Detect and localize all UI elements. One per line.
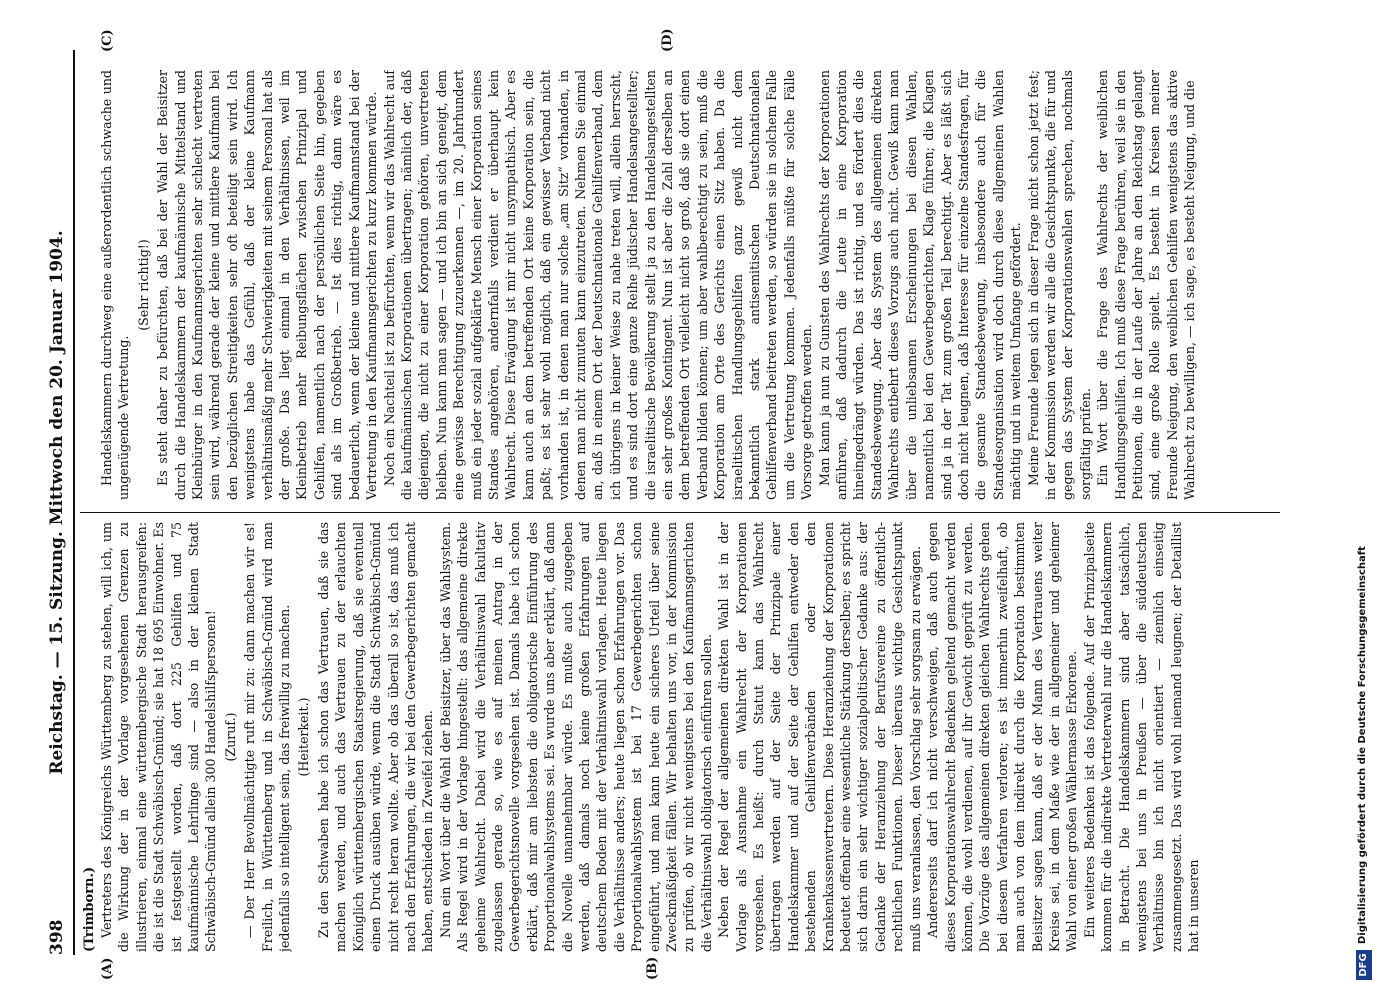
paragraph: Neben der Regel der allgemeinen direkten Wahl ist in der Vorlage als Ausnahme ein Wahlrecht der Korporationen vorgesehen. Es heißt: durch Statut kann das Wahlrecht übertragen werden auf der Seite der Prinzipale einer Handelskammer und auf der Seite der Gehilfen entweder den bestehenden Gehilfenverbänden oder den Krankenkassenvertretern. Diese Heranziehung der Korporationen bedeutet offenbar eine wesentliche Stärkung derselben; es spricht sich darin ein sehr wichtiger sozialpolitischer Gedanke aus: der Gedanke der Heranziehung der Berufsvereine zu öffentlich-rechtlichen Funktionen. Dieser überaus wichtige Gesichtspunkt muß uns veranlassen, den Vorschlag sehr sorgsam zu erwägen. — [716, 522, 923, 952]
page-number: 398 — [47, 919, 67, 955]
interjection: (Heiterkeit.) — [296, 697, 312, 777]
interjection: (Zuruf.) — [222, 712, 238, 762]
paragraph: Zu den Schwaben habe ich schon das Vertrauen, daß sie das machen werden, und auch das Vertrauen zu der erlauchten Königlich württembergischen Staatsregierung, daß sie eventuell einen Druck ausüben würde, wenn die Stadt Schwäbisch-Gmünd nicht recht heran wollte. Aber ob das überall so ist, das muß ich nach den Erfahrungen, die wir bei den Gewerbegerichten gemacht haben, entschieden in Zweifel ziehen. — [315, 522, 436, 952]
page-header — [45, 50, 75, 955]
dfg-logo: DFG — [1356, 950, 1372, 980]
paragraph: Handelskammern durchweg eine außerordentlich schwache und ungenügende Vertretung. — [99, 70, 132, 500]
paragraph: Ein weiteres Bedenken ist das folgende. Auf der Prinzipalseite kommen für die indirekte Vertreterwahl nur die Handelskammern in Betracht. Die Handelskammern sind aber tatsächlich, wenigstens bei uns in Preußen — über die süddeutschen Verhältnisse bin ich nicht orientiert — ziemlich einseitig zusammengesetzt. Das wird wohl niemand leugnen; der Detaillist hat in unseren — [1081, 522, 1202, 952]
paragraph: Vertreters des Königreichs Württemberg zu stehen, will ich, um die Wirkung der in der Vorlage vorgesehenen Grenzen zu illustrieren, einmal eine württembergische Stadt herausgreifen: die ist die Stadt Schwäbisch-Gmünd; sie hat 18 695 Einwohner. Es ist festgestellt worden, daß dort 225 Gehilfen und 75 kaufmännische Lehrlinge sind — also in der kleinen Stadt Schwäbisch-Gmünd allein 300 Handelshilfspersonen! — [99, 522, 219, 952]
paragraph: Es steht daher zu befürchten, daß bei der Wahl der Beisitzer durch die Handelskammern der kaufmännische Mittelstand und Kleinbürger in den Kaufmannsgerichten sehr schlecht vertreten sein wird, während gerade der kleine und mittlere Kaufmann bei den bezüglichen Streitigkeiten sehr oft beteiligt sein wird. Ich wenigstens habe das Gefühl, daß der kleine Kaufmann verhältnismäßig mehr Schwierigkeiten mit seinem Personal hat als der große. Das liegt einmal in den Verhältnissen, weil im Kleinbetrieb mehr Reibungsflächen zwischen Prinzipal und Gehilfen, namentlich nach der persönlichen Seite hin, gegeben sind als im Großbetrieb. — Ist dies richtig, dann wäre es bedauerlich, wenn der kleine und mittlere Kaufmannstand bei der Vertretung in den Kaufmannsgerichten zu kurz kommen würde. — [155, 70, 380, 500]
digitization-credit — [1350, 10, 1380, 990]
speaker-label: (Trimborn.) — [82, 866, 97, 952]
left-text-column — [98, 522, 1278, 952]
interjection: (Sehr richtig!) — [135, 239, 151, 331]
margin-mark-c: (C) — [100, 29, 115, 52]
margin-mark-b: (B) — [645, 956, 660, 980]
page-title: Reichstag. — 15. Sitzung. Mittwoch den 20. Januar 1904. — [47, 230, 67, 775]
paragraph: — Der Herr Bevollmächtigte ruft mir zu: dann machen wir es! Freilich, in Württemberg und in Schwäbisch-Gmünd wird man jedenfalls so intelligent sein, das freiwillig zu machen. — [242, 522, 293, 952]
right-text-column — [98, 70, 1278, 500]
paragraph: Nun ein Wort über die Wahl der Beisitzer, über das Wahlsystem. Als Regel wird in der Vorlage hingestellt: das allgemeine direkte geheime Wahlrecht. Dabei wird die Verhältniswahl fakultativ zugelassen gerade so, wie es auf meinen Antrag in der Gewerbegerichtsnovelle vorgesehen ist. Damals habe ich schon erklärt, daß mir am liebsten die obligatorische Einführung des Proportionalwahlsystems sei. Es wurde uns aber erklärt, daß dann die Novelle unannehmbar würde. Es mußte auch zugegeben werden, daß damals noch keine großen Erfahrungen auf deutschem Boden mit der Verhältniswahl vorlagen. Heute liegen die Verhältnisse anders; heute liegen schon Erfahrungen vor. Das Proportionalwahlsystem ist bei 17 Gewerbegerichten schon eingeführt, und man kann heute ein sicheres Urteil über seine Zweckmäßigkeit fällen. Wir behalten uns vor, in der Kommission zu prüfen, ob wir nicht wenigstens bei den Kaufmannsgerichten die Verhältniswahl obligatorisch einführen sollen. — [437, 522, 714, 952]
paragraph: Ein Wort über die Frage des Wahlrechts der weiblichen Handlungsgehilfen. Ich muß diese Frage berühren, weil sie in den Petitionen, die in der Laufe der Jahre an den Reichstag gelangt sind, eine große Rolle spielt. Es besteht in Kreisen meiner Freunde Neigung, den weiblichen Gehilfen wenigstens das aktive Wahlrecht zu bewilligen, — ich sage, es besteht Neigung, und die — [1095, 70, 1198, 500]
margin-mark-d: (D) — [660, 28, 675, 52]
paragraph: Meine Freunde legen sich in dieser Frage nicht schon jetzt fest; in der Kommission werden wir alle die Gesichtspunkte, die für und gegen das System der Korporationswahlen sprechen, nochmals sorgfältig prüfen. — [1025, 70, 1093, 500]
paragraph: Andererseits darf ich nicht verschweigen, daß auch gegen dieses Korporationswahlrecht Bedenken geltend gemacht werden können, die wohl verdienen, auf ihr Gewicht geprüft zu werden. Die Vorzüge des allgemeinen direkten gleichen Wahlrechts gehen bei diesem Verfahren verloren; es ist immerhin zweifelhaft, ob man auch von dem indirekt durch die Korporation bestimmten Beisitzer sagen kann, daß er der Mann des Vertrauens weiter Kreise sei, in dem Maße wie der in allgemeiner und geheimer Wahl von einer großen Wählermasse Erkorene. — [925, 522, 1080, 952]
paragraph: Man kann ja nun zu Gunsten des Wahlrechts der Korporationen anführen, daß dadurch die Leute in eine Korporation hineingedrängt würden. Das ist richtig, und es fördert dies die Standesbewegung. Aber das System des allgemeinen direkten Wahlrechts entbehrt dieses Vorzugs auch nicht. Gewiß kann man über die unliebsamen Erscheinungen bei diesen Wahlen, namentlich bei den Gewerbegerichten, Klage führen; die Klagen sind ja in der Tat zum großen Teil berechtigt. Aber es läßt sich doch nicht leugnen, daß Interesse für einzelne Standesfragen, für die gesamte Standesbewegung, insbesondere auch für die Standesorganisation wird doch durch diese allgemeinen Wahlen mächtig und in weitem Umfange gefördert. — [816, 70, 1024, 500]
credit-text: Digitalisierung gefördert durch die Deutsche Forschungsgemeinschaft — [1357, 546, 1368, 944]
column-divider — [80, 512, 1280, 513]
paragraph: Noch ein Nachteil ist zu befürchten, wenn wir das Wahlrecht auf die kaufmännischen Korporationen übertragen; nämlich der, daß diejenigen, die nicht zu einer Korporation gehören, unvertreten bleiben. Nun kann man sagen — und ich bin an sich geneigt, dem eine gewisse Berechtigung zuzuerkennen —, im 20. Jahrhundert muß ein jeder sozial aufgeklärte Mensch einer Korporation seines Standes angehören, andernfalls verdient er überhaupt kein Wahlrecht. Diese Erwägung ist mir nicht unsympathisch. Aber es kann auch an dem betreffenden Ort keine Korporation sein, die paßt; es ist sehr wohl möglich, daß ein gewisser Verband nicht vorhanden ist, in denen man nur solche „am Sitz“ vorhanden, in denen man nicht zumuten kann einzutreten. Nehmen Sie einmal an, daß in einem Ort der Deutschnationale Gehilfenverband, dem ich übrigens in keiner Weise zu nahe treten will, allein herrscht, und es sind dort eine ganze Reihe jüdischer Handelsangestellter; die israelitische Bevölkerung stellt ja zu den Handelsangestellten ein sehr großes Kontingent. Nun ist aber die Zahl derselben an dem betreffenden Ort vielleicht nicht so groß, daß sie dort einen Verband bilden können; um aber wahlberechtigt zu sein, muß die Korporation am Orte des Gerichts einen Sitz haben. Da die israelitischen Handlungsgehilfen ganz gewiß nicht dem bekanntlich stark antisemitischen Deutschnationalen Gehilfenverband beitreten werden, so würden sie in solchem Falle um die Vertretung kommen. Jedenfalls müßte für solche Fälle Vorsorge getroffen werden. — [381, 70, 815, 500]
margin-mark-a: (A) — [100, 957, 115, 980]
